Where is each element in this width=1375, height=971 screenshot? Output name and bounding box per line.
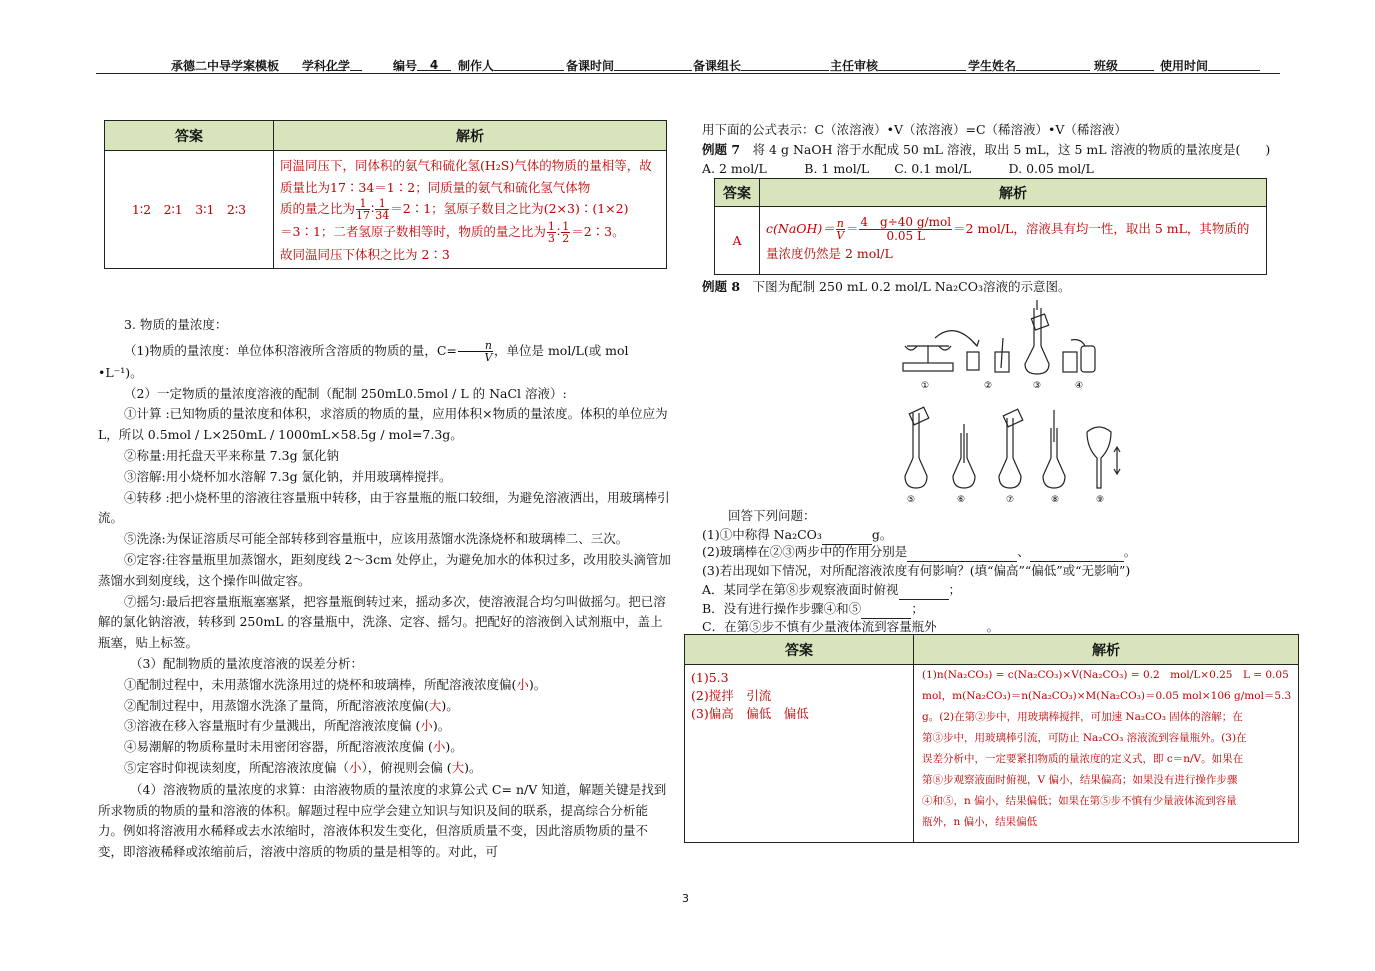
step-5-label: ⑤ bbox=[906, 495, 916, 505]
answer-cell: A bbox=[715, 207, 760, 275]
question-3c: C．在第⑤步不慎有少量液体流到容量瓶外 。 bbox=[702, 617, 999, 637]
volumetric-flask-diagram bbox=[895, 298, 1135, 508]
error-1: ①配制过程中，未用蒸馏水洗涤用过的烧杯和玻璃棒，所配溶液浓度偏(小)。 bbox=[124, 676, 547, 692]
director: 主任审核 bbox=[830, 57, 878, 74]
fraction: $\frac{1}{17}$ bbox=[356, 197, 371, 222]
transfer-step-icon bbox=[905, 407, 929, 488]
col-analysis: 解析 bbox=[274, 121, 667, 151]
question-3: (3)若出现如下情况，对所配溶液浓度有何影响？(填“偏高”“偏低”或“无影响”) bbox=[702, 563, 1131, 578]
step-7-label: ⑦ bbox=[1005, 495, 1015, 505]
use-time: 使用时间 bbox=[1160, 57, 1208, 74]
answer-blank[interactable] bbox=[907, 548, 1017, 562]
col-answer: 答案 bbox=[685, 635, 914, 665]
example-7: 例题 7 将 4 g NaOH 溶于水配成 50 mL 溶液，取出 5 mL，这 5 mL 溶液的物质的量浓度是( ) bbox=[702, 142, 1271, 157]
question-3a: A．某同学在第⑧步观察液面时俯视 ； bbox=[702, 580, 961, 600]
col-answer: 答案 bbox=[105, 121, 274, 151]
question-3b: B．没有进行操作步骤④和⑤ ； bbox=[702, 599, 924, 619]
left-column-text bbox=[98, 315, 672, 863]
student-name: 学生姓名 bbox=[968, 57, 1016, 74]
step-9-label: ⑨ bbox=[1095, 495, 1105, 505]
step-wash: ⑤洗涤:为保证溶质尽可能全部转移到容量瓶中，应该用蒸馏水洗涤烧杯和玻璃棒二、三次。 bbox=[124, 531, 629, 547]
step-weigh: ②称量:用托盘天平来称量 7.3g 氯化钠 bbox=[124, 447, 340, 463]
error-2: ②配制过程中，用蒸馏水洗涤了量筒，所配溶液浓度偏(大)。 bbox=[124, 697, 459, 713]
answer-cell: (1)5.3 (2)搅拌 引流 (3)偏高 偏低 偏低 bbox=[685, 665, 914, 843]
template-name: 承德二中导学案模板 bbox=[171, 59, 280, 73]
fraction: $\frac{1}{3}$ bbox=[547, 220, 555, 245]
step-6-label: ⑥ bbox=[956, 495, 966, 505]
definition: （1)物质的量浓度：单位体积溶液所含溶质的物质的量，C= $\frac{n}{V}$ ，单位是 mol/L(或 mol •L⁻¹)。 bbox=[98, 338, 629, 380]
step-volume: ⑥定容:往容量瓶里加蒸馏水，距刻度线 2～3cm 处停止，为避免加水的体积过多，改用胶头滴管加蒸馏水到刻度线，这个操作叫做定容。 bbox=[98, 551, 671, 588]
example-7-options: A. 2 mol/L B. 1 mol/L C. 0.1 mol/L D. 0.05 mol/L bbox=[702, 161, 1094, 176]
answer-table-3 bbox=[684, 634, 1299, 843]
number: 编号 4 bbox=[393, 57, 417, 74]
group-leader: 备课组长 bbox=[693, 57, 741, 74]
class: 班级 bbox=[1094, 57, 1118, 74]
answer-table-2 bbox=[714, 178, 1267, 275]
col-analysis: 解析 bbox=[914, 635, 1299, 665]
fraction: $\frac{1}{34}$ bbox=[375, 197, 390, 222]
answer-blank[interactable] bbox=[1030, 548, 1124, 562]
error-4: ④易潮解的物质称量时未用密闭容器，所配溶液浓度偏 (小)。 bbox=[124, 739, 463, 755]
page-number: 3 bbox=[682, 892, 689, 905]
step-1-label: ① bbox=[920, 381, 930, 391]
author: 制作人 bbox=[458, 57, 494, 74]
fraction: $\frac{1}{2}$ bbox=[562, 220, 570, 245]
answer-blank[interactable] bbox=[899, 586, 949, 600]
error-5: ⑤定容时仰视读刻度，所配溶液浓度偏（小），俯视则会偏 (大)。 bbox=[124, 759, 482, 775]
analysis-cell: 同温同压下，同体积的氨气和硫化氢(H₂S)气体的物质的量相等，故质量比为17∶34＝1∶2；同质量的氨气和硫化氢气体物 质的量之比为 $\frac{1}{17}$ ∶ $\frac{1}{34}$ ＝2∶1；氢原子数目之比为(2×3)∶(1×2) ＝3∶1；二者氢原子数相等时，物质的量之比为 $\frac{1}{3}$ ∶ $\frac{1}{2}$ ＝2∶3。 故同温同压下体积之比为 2∶3 bbox=[274, 151, 667, 269]
fraction: $\frac{n}{V}$ bbox=[458, 340, 493, 363]
analysis-cell: c(NaOH)＝ $\frac{n}{V}$ ＝ $\frac{\text{4 g÷40 g/mol}}{0.05 L}$ ＝2 mol/L，溶液具有均一性，取出 5 mL，其物质的 量浓度仍然是 2 mol/L bbox=[760, 207, 1267, 275]
step-4-label: ④ bbox=[1074, 381, 1084, 391]
step-8-label: ⑧ bbox=[1050, 495, 1060, 505]
question-1: (1)①中称得 Na₂CO₃ g。 bbox=[702, 525, 892, 545]
questions-intro: 回答下列问题： bbox=[728, 508, 816, 523]
page-header bbox=[96, 56, 1280, 74]
error-analysis-title: （3）配制物质的量浓度溶液的误差分析： bbox=[130, 655, 363, 671]
section-3-title: 3. 物质的量浓度： bbox=[124, 317, 228, 332]
dropper-step-icon bbox=[1043, 410, 1065, 488]
analysis-cell: (1)n(Na₂CO₃) = c(Na₂CO₃)×V(Na₂CO₃) = 0.2 mol/L×0.25 L = 0.05 mol，m(Na₂CO₃)＝n(Na₂CO₃)×M(Na₂CO₃)＝0.05 mol×106 g/mol＝5.3 g。(2)在第②步中，用玻璃棒搅拌，可加速 Na₂CO₃ 固体的溶解；在 第③步中，用玻璃棒引流，可防止 Na₂CO₃ 溶液流到容量瓶外。(3)在 误差分析中，一定要紧扣物质的量浓度的定义式，即 c＝n/V。如果在 第⑧步观察液面时俯视，V 偏小，结果偏高；如果没有进行操作步骤 ④和⑤，n 偏小，结果偏低；如果在第⑤步不慎有少量液体流到容量 瓶外，n 偏小，结果偏低 bbox=[914, 665, 1299, 843]
concentration-calc: （4）溶液物质的量浓度的求算：由溶液物质的量浓度的求算公式 C= n/V 知道，解题关键是找到所求物质的物质的量和溶液的体积。解题过程中应学会建立知识与知识及间的联系，提高综合分析能力。例如将溶液用水稀释或去水浓缩时，溶液体积发生变化，但溶质质量不变，因此溶质物质的量不变，即溶液稀释或浓缩前后，溶液中溶质的物质的量是相等的。对此，可 bbox=[98, 781, 667, 860]
step-2-label: ② bbox=[983, 381, 993, 391]
step-3-label: ③ bbox=[1032, 381, 1042, 391]
step-dissolve: ③溶解:用小烧杯加水溶解 7.3g 氯化钠，并用玻璃棒搅拌。 bbox=[124, 468, 452, 484]
flask-step-icon bbox=[1025, 300, 1049, 374]
error-3: ③溶液在移入容量瓶时有少量溅出，所配溶液浓度偏 (小)。 bbox=[124, 718, 451, 734]
dilution-formula: 用下面的公式表示：C（浓溶液）•V（浓溶液）=C（稀溶液）•V（稀溶液） bbox=[702, 122, 1127, 137]
pour-step-icon bbox=[999, 409, 1023, 488]
step-calculate: ①计算 :已知物质的量浓度和体积，求溶质的物质的量，应用体积×物质的量浓度。体积的单位应为 L，所以 0.5mol / L×250mL / 1000mL×58.5g / mol=7.3g。 bbox=[98, 406, 668, 443]
answer-cell: 1∶2 2∶1 3∶1 2∶3 bbox=[105, 151, 274, 269]
prep-time: 备课时间 bbox=[566, 57, 614, 74]
preparation-title: （2）一定物质的量浓度溶液的配制（配制 250mL0.5mol / L 的 NaCl 溶液）: bbox=[124, 385, 567, 401]
step-shake: ⑦摇匀:最后把容量瓶瓶塞塞紧，把容量瓶倒转过来，摇动多次，使溶液混合均匀叫做摇匀。把已溶解的氯化钠溶液，转移到 250mL 的容量瓶中，洗涤、定容、摇匀。把配好的溶液倒入试剂瓶中，盖上瓶塞，贴上标签。 bbox=[98, 593, 666, 651]
wash-bottle-step-icon bbox=[1063, 340, 1095, 372]
shake-step-icon bbox=[1087, 427, 1120, 488]
rod-step-icon bbox=[953, 424, 975, 488]
col-answer: 答案 bbox=[715, 179, 760, 207]
beaker-step-icon bbox=[967, 352, 979, 370]
stir-step-icon bbox=[995, 338, 1009, 372]
question-2: (2)玻璃棒在②③两步中的作用分别是 、 。 bbox=[702, 542, 1136, 562]
col-analysis: 解析 bbox=[760, 179, 1267, 207]
example-8: 例题 8 下图为配制 250 mL 0.2 mol/L Na₂CO₃溶液的示意图。 bbox=[702, 279, 1071, 294]
answer-table-1 bbox=[104, 120, 667, 269]
step-transfer: ④转移 :把小烧杯里的溶液往容量瓶中转移，由于容量瓶的瓶口较细，为避免溶液洒出，用玻璃棒引流。 bbox=[98, 489, 670, 526]
subject: 学科 化学 bbox=[302, 57, 350, 74]
